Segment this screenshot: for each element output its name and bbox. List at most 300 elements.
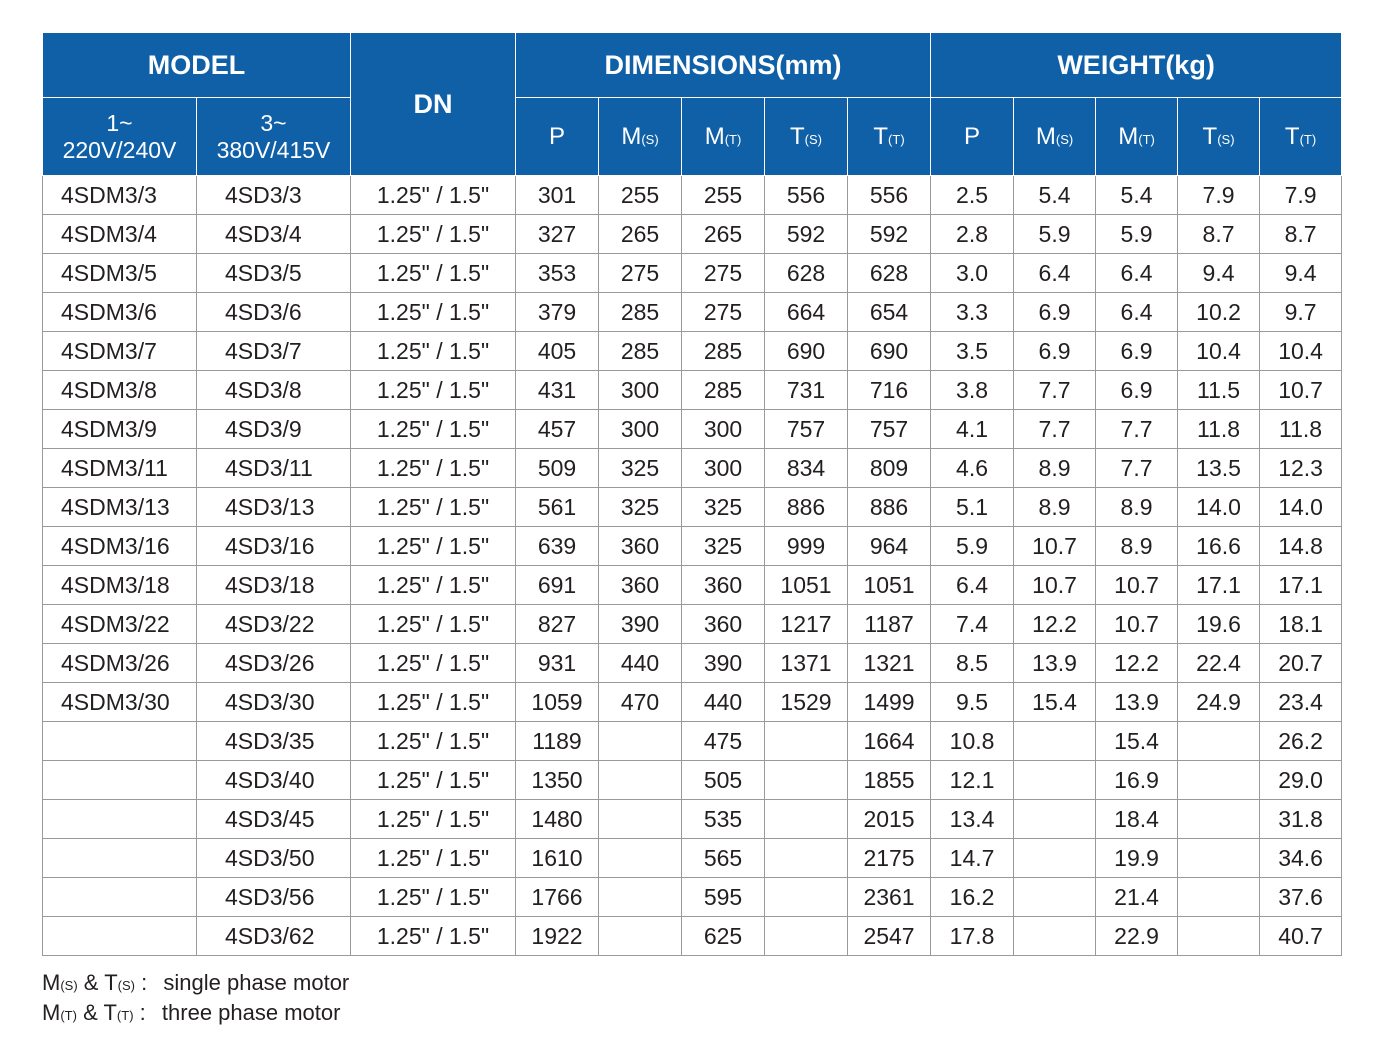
cell-dim-ms: 255	[599, 176, 682, 215]
cell-wt-ms: 6.9	[1014, 293, 1096, 332]
cell-dim-mt: 360	[682, 605, 765, 644]
table-row	[43, 761, 1342, 800]
cell-dim-ms: 275	[599, 254, 682, 293]
cell-wt-ms	[1014, 722, 1096, 761]
cell-dim-mt: 565	[682, 839, 765, 878]
cell-dn: 1.25" / 1.5"	[351, 605, 516, 644]
cell-wt-tt: 9.4	[1260, 254, 1342, 293]
cell-model-single	[43, 761, 197, 800]
cell-dim-tt: 1051	[848, 566, 931, 605]
cell-dim-ts	[765, 917, 848, 956]
cell-dim-mt: 535	[682, 800, 765, 839]
table-row	[43, 605, 1342, 644]
table-row	[43, 800, 1342, 839]
cell-wt-ms: 7.7	[1014, 410, 1096, 449]
cell-wt-ms: 6.9	[1014, 332, 1096, 371]
cell-dim-mt: 255	[682, 176, 765, 215]
cell-dim-ms: 285	[599, 332, 682, 371]
cell-model-three: 4SD3/8	[197, 371, 351, 410]
cell-dim-p: 353	[516, 254, 599, 293]
cell-dn: 1.25" / 1.5"	[351, 371, 516, 410]
cell-dim-ms: 300	[599, 371, 682, 410]
cell-dim-p: 1480	[516, 800, 599, 839]
cell-wt-mt: 19.9	[1096, 839, 1178, 878]
cell-dim-mt: 360	[682, 566, 765, 605]
cell-dim-mt: 475	[682, 722, 765, 761]
table-row	[43, 644, 1342, 683]
cell-dim-tt: 809	[848, 449, 931, 488]
cell-wt-ts	[1178, 917, 1260, 956]
cell-wt-ms: 8.9	[1014, 449, 1096, 488]
header-three-phase-line1: 3~	[260, 109, 287, 136]
cell-wt-p: 6.4	[931, 566, 1014, 605]
cell-dim-tt: 2015	[848, 800, 931, 839]
cell-dim-ms	[599, 800, 682, 839]
cell-dn: 1.25" / 1.5"	[351, 917, 516, 956]
cell-dn: 1.25" / 1.5"	[351, 878, 516, 917]
table-row	[43, 176, 1342, 215]
cell-dim-mt: 285	[682, 371, 765, 410]
cell-dn: 1.25" / 1.5"	[351, 254, 516, 293]
cell-wt-ms	[1014, 761, 1096, 800]
cell-wt-ms: 10.7	[1014, 566, 1096, 605]
cell-wt-p: 14.7	[931, 839, 1014, 878]
cell-model-single: 4SDM3/4	[43, 215, 197, 254]
cell-wt-ms	[1014, 800, 1096, 839]
header-single-phase	[43, 98, 197, 176]
cell-dim-p: 405	[516, 332, 599, 371]
table-row	[43, 683, 1342, 722]
cell-model-single: 4SDM3/22	[43, 605, 197, 644]
cell-dim-ms	[599, 722, 682, 761]
cell-wt-ms: 5.9	[1014, 215, 1096, 254]
cell-dim-p: 509	[516, 449, 599, 488]
cell-dim-ts: 834	[765, 449, 848, 488]
cell-dim-ms	[599, 839, 682, 878]
cell-dim-ms	[599, 761, 682, 800]
cell-dim-tt: 1664	[848, 722, 931, 761]
dim-col-ts: T(S)	[765, 98, 848, 176]
cell-dim-p: 301	[516, 176, 599, 215]
cell-dim-tt: 2361	[848, 878, 931, 917]
cell-wt-mt: 10.7	[1096, 605, 1178, 644]
cell-dim-p: 1189	[516, 722, 599, 761]
cell-dim-tt: 886	[848, 488, 931, 527]
cell-wt-ts: 13.5	[1178, 449, 1260, 488]
cell-model-single: 4SDM3/9	[43, 410, 197, 449]
cell-dim-ms: 360	[599, 527, 682, 566]
cell-wt-ts	[1178, 761, 1260, 800]
cell-dn: 1.25" / 1.5"	[351, 683, 516, 722]
cell-wt-ts: 24.9	[1178, 683, 1260, 722]
cell-wt-tt: 14.0	[1260, 488, 1342, 527]
cell-wt-ts	[1178, 800, 1260, 839]
cell-model-three: 4SD3/22	[197, 605, 351, 644]
cell-wt-ts: 17.1	[1178, 566, 1260, 605]
cell-dim-ms: 360	[599, 566, 682, 605]
cell-wt-ts: 10.4	[1178, 332, 1260, 371]
cell-wt-tt: 34.6	[1260, 839, 1342, 878]
cell-model-three: 4SD3/18	[197, 566, 351, 605]
cell-wt-tt: 29.0	[1260, 761, 1342, 800]
cell-model-single: 4SDM3/6	[43, 293, 197, 332]
wt-col-mt: M(T)	[1096, 98, 1178, 176]
cell-wt-ts: 10.2	[1178, 293, 1260, 332]
cell-dim-p: 1610	[516, 839, 599, 878]
cell-dim-p: 457	[516, 410, 599, 449]
cell-wt-p: 4.6	[931, 449, 1014, 488]
cell-model-single: 4SDM3/26	[43, 644, 197, 683]
cell-wt-p: 7.4	[931, 605, 1014, 644]
cell-model-three: 4SD3/11	[197, 449, 351, 488]
cell-dim-ts: 999	[765, 527, 848, 566]
cell-dim-ms: 285	[599, 293, 682, 332]
cell-dim-p: 691	[516, 566, 599, 605]
cell-dn: 1.25" / 1.5"	[351, 215, 516, 254]
cell-dim-ms: 300	[599, 410, 682, 449]
cell-wt-mt: 16.9	[1096, 761, 1178, 800]
cell-dn: 1.25" / 1.5"	[351, 488, 516, 527]
table-row	[43, 215, 1342, 254]
wt-col-tt: T(T)	[1260, 98, 1342, 176]
cell-wt-p: 10.8	[931, 722, 1014, 761]
cell-dim-p: 639	[516, 527, 599, 566]
cell-dim-ts: 628	[765, 254, 848, 293]
cell-dim-ts: 664	[765, 293, 848, 332]
cell-wt-p: 3.3	[931, 293, 1014, 332]
cell-wt-tt: 17.1	[1260, 566, 1342, 605]
cell-model-three: 4SD3/50	[197, 839, 351, 878]
cell-wt-p: 17.8	[931, 917, 1014, 956]
dim-col-ms: M(S)	[599, 98, 682, 176]
cell-wt-ms: 12.2	[1014, 605, 1096, 644]
cell-dim-p: 1922	[516, 917, 599, 956]
table-row	[43, 449, 1342, 488]
cell-wt-mt: 13.9	[1096, 683, 1178, 722]
table-row	[43, 917, 1342, 956]
cell-wt-ms: 8.9	[1014, 488, 1096, 527]
table-body	[43, 176, 1342, 956]
cell-wt-tt: 37.6	[1260, 878, 1342, 917]
cell-dim-ts: 1371	[765, 644, 848, 683]
cell-model-single	[43, 839, 197, 878]
cell-dim-ts: 757	[765, 410, 848, 449]
cell-wt-mt: 5.4	[1096, 176, 1178, 215]
cell-dn: 1.25" / 1.5"	[351, 566, 516, 605]
cell-wt-ms	[1014, 839, 1096, 878]
cell-wt-tt: 12.3	[1260, 449, 1342, 488]
cell-model-single	[43, 917, 197, 956]
cell-model-three: 4SD3/3	[197, 176, 351, 215]
cell-wt-ts: 11.5	[1178, 371, 1260, 410]
cell-dim-tt: 964	[848, 527, 931, 566]
cell-dim-mt: 625	[682, 917, 765, 956]
cell-model-single: 4SDM3/11	[43, 449, 197, 488]
cell-wt-tt: 23.4	[1260, 683, 1342, 722]
cell-wt-tt: 10.4	[1260, 332, 1342, 371]
cell-wt-ts	[1178, 878, 1260, 917]
cell-wt-p: 8.5	[931, 644, 1014, 683]
cell-dim-tt: 1855	[848, 761, 931, 800]
cell-wt-ts: 7.9	[1178, 176, 1260, 215]
cell-dn: 1.25" / 1.5"	[351, 449, 516, 488]
cell-wt-mt: 7.7	[1096, 410, 1178, 449]
header-single-phase-line1: 1~	[106, 109, 133, 136]
cell-dim-tt: 1187	[848, 605, 931, 644]
header-dimensions: DIMENSIONS(mm)	[516, 33, 931, 98]
spec-table	[42, 32, 1342, 956]
cell-dim-p: 827	[516, 605, 599, 644]
cell-dn: 1.25" / 1.5"	[351, 761, 516, 800]
header-model: MODEL	[43, 33, 351, 98]
table-row	[43, 293, 1342, 332]
cell-wt-mt: 6.4	[1096, 254, 1178, 293]
table-row	[43, 332, 1342, 371]
cell-model-single: 4SDM3/8	[43, 371, 197, 410]
cell-dim-mt: 300	[682, 449, 765, 488]
cell-dim-tt: 757	[848, 410, 931, 449]
cell-model-three: 4SD3/56	[197, 878, 351, 917]
cell-model-three: 4SD3/45	[197, 800, 351, 839]
cell-wt-mt: 12.2	[1096, 644, 1178, 683]
cell-dim-p: 327	[516, 215, 599, 254]
cell-dim-mt: 285	[682, 332, 765, 371]
cell-dim-ms	[599, 878, 682, 917]
cell-dim-ts	[765, 839, 848, 878]
cell-dim-ms: 265	[599, 215, 682, 254]
cell-dim-p: 379	[516, 293, 599, 332]
cell-wt-p: 9.5	[931, 683, 1014, 722]
cell-wt-mt: 7.7	[1096, 449, 1178, 488]
cell-wt-ts: 14.0	[1178, 488, 1260, 527]
cell-wt-mt: 6.9	[1096, 371, 1178, 410]
cell-dim-ts: 556	[765, 176, 848, 215]
cell-dn: 1.25" / 1.5"	[351, 293, 516, 332]
cell-wt-ts: 16.6	[1178, 527, 1260, 566]
cell-dim-mt: 325	[682, 488, 765, 527]
cell-wt-mt: 18.4	[1096, 800, 1178, 839]
header-weight: WEIGHT(kg)	[931, 33, 1342, 98]
cell-dim-tt: 2547	[848, 917, 931, 956]
cell-dim-tt: 556	[848, 176, 931, 215]
cell-dim-p: 1059	[516, 683, 599, 722]
cell-dim-ts: 690	[765, 332, 848, 371]
cell-model-three: 4SD3/40	[197, 761, 351, 800]
cell-dim-p: 1766	[516, 878, 599, 917]
cell-dim-p: 431	[516, 371, 599, 410]
cell-dim-ts	[765, 800, 848, 839]
table-row	[43, 371, 1342, 410]
cell-wt-ts: 11.8	[1178, 410, 1260, 449]
cell-wt-p: 12.1	[931, 761, 1014, 800]
cell-wt-ms	[1014, 878, 1096, 917]
table-row	[43, 488, 1342, 527]
cell-dim-ts: 886	[765, 488, 848, 527]
cell-dim-ms: 440	[599, 644, 682, 683]
cell-wt-tt: 20.7	[1260, 644, 1342, 683]
legend-notes	[42, 969, 349, 1029]
cell-model-three: 4SD3/5	[197, 254, 351, 293]
cell-model-three: 4SD3/4	[197, 215, 351, 254]
cell-wt-ms: 5.4	[1014, 176, 1096, 215]
cell-model-three: 4SD3/35	[197, 722, 351, 761]
cell-wt-ts	[1178, 722, 1260, 761]
cell-wt-ts: 8.7	[1178, 215, 1260, 254]
cell-model-three: 4SD3/62	[197, 917, 351, 956]
cell-model-single: 4SDM3/7	[43, 332, 197, 371]
cell-model-three: 4SD3/30	[197, 683, 351, 722]
table-row	[43, 410, 1342, 449]
cell-dim-tt: 654	[848, 293, 931, 332]
cell-model-three: 4SD3/7	[197, 332, 351, 371]
cell-wt-p: 13.4	[931, 800, 1014, 839]
header-dn: DN	[351, 33, 516, 176]
cell-wt-mt: 15.4	[1096, 722, 1178, 761]
cell-dn: 1.25" / 1.5"	[351, 176, 516, 215]
cell-wt-mt: 5.9	[1096, 215, 1178, 254]
cell-wt-mt: 6.9	[1096, 332, 1178, 371]
cell-dim-mt: 390	[682, 644, 765, 683]
cell-dim-tt: 1321	[848, 644, 931, 683]
cell-dim-ts: 1217	[765, 605, 848, 644]
table-row	[43, 566, 1342, 605]
cell-model-single	[43, 878, 197, 917]
cell-model-three: 4SD3/9	[197, 410, 351, 449]
cell-dim-mt: 265	[682, 215, 765, 254]
cell-model-single: 4SDM3/3	[43, 176, 197, 215]
cell-model-single: 4SDM3/16	[43, 527, 197, 566]
cell-wt-mt: 8.9	[1096, 527, 1178, 566]
cell-model-single: 4SDM3/5	[43, 254, 197, 293]
cell-dim-tt: 690	[848, 332, 931, 371]
cell-wt-p: 4.1	[931, 410, 1014, 449]
cell-wt-tt: 40.7	[1260, 917, 1342, 956]
cell-model-single	[43, 800, 197, 839]
cell-dim-ts: 592	[765, 215, 848, 254]
table-row	[43, 527, 1342, 566]
cell-dim-ms: 325	[599, 449, 682, 488]
cell-wt-ms: 13.9	[1014, 644, 1096, 683]
cell-wt-tt: 11.8	[1260, 410, 1342, 449]
cell-model-single: 4SDM3/18	[43, 566, 197, 605]
cell-wt-ms: 7.7	[1014, 371, 1096, 410]
cell-dim-p: 1350	[516, 761, 599, 800]
table-row	[43, 878, 1342, 917]
cell-wt-tt: 14.8	[1260, 527, 1342, 566]
header-single-phase-line2: 220V/240V	[62, 136, 177, 163]
cell-dn: 1.25" / 1.5"	[351, 644, 516, 683]
cell-model-three: 4SD3/13	[197, 488, 351, 527]
table-row	[43, 722, 1342, 761]
cell-wt-ts: 19.6	[1178, 605, 1260, 644]
cell-wt-ts	[1178, 839, 1260, 878]
cell-wt-p: 5.1	[931, 488, 1014, 527]
cell-wt-p: 3.0	[931, 254, 1014, 293]
header-three-phase-line2: 380V/415V	[216, 136, 331, 163]
cell-wt-tt: 8.7	[1260, 215, 1342, 254]
cell-wt-tt: 18.1	[1260, 605, 1342, 644]
cell-wt-mt: 21.4	[1096, 878, 1178, 917]
cell-model-three: 4SD3/16	[197, 527, 351, 566]
cell-dn: 1.25" / 1.5"	[351, 800, 516, 839]
cell-dim-tt: 716	[848, 371, 931, 410]
header-three-phase	[197, 98, 351, 176]
cell-model-single: 4SDM3/30	[43, 683, 197, 722]
cell-wt-mt: 8.9	[1096, 488, 1178, 527]
cell-wt-p: 3.5	[931, 332, 1014, 371]
cell-dim-ts	[765, 878, 848, 917]
cell-wt-p: 2.8	[931, 215, 1014, 254]
cell-dn: 1.25" / 1.5"	[351, 332, 516, 371]
cell-wt-p: 2.5	[931, 176, 1014, 215]
cell-dim-p: 931	[516, 644, 599, 683]
cell-wt-ts: 22.4	[1178, 644, 1260, 683]
dim-col-tt: T(T)	[848, 98, 931, 176]
cell-wt-p: 16.2	[931, 878, 1014, 917]
cell-dim-ts	[765, 722, 848, 761]
wt-col-p: P	[931, 98, 1014, 176]
cell-dim-mt: 275	[682, 254, 765, 293]
cell-wt-tt: 7.9	[1260, 176, 1342, 215]
dim-col-p: P	[516, 98, 599, 176]
cell-model-three: 4SD3/26	[197, 644, 351, 683]
cell-dim-mt: 325	[682, 527, 765, 566]
cell-dim-tt: 628	[848, 254, 931, 293]
cell-dim-tt: 1499	[848, 683, 931, 722]
table-row	[43, 254, 1342, 293]
cell-dim-mt: 275	[682, 293, 765, 332]
table-header	[43, 33, 1342, 176]
cell-model-single: 4SDM3/13	[43, 488, 197, 527]
cell-dim-tt: 592	[848, 215, 931, 254]
cell-wt-ms: 6.4	[1014, 254, 1096, 293]
cell-dim-tt: 2175	[848, 839, 931, 878]
wt-col-ts: T(S)	[1178, 98, 1260, 176]
cell-dim-ms	[599, 917, 682, 956]
cell-wt-tt: 9.7	[1260, 293, 1342, 332]
cell-dim-ms: 325	[599, 488, 682, 527]
cell-wt-mt: 6.4	[1096, 293, 1178, 332]
wt-col-ms: M(S)	[1014, 98, 1096, 176]
cell-dn: 1.25" / 1.5"	[351, 839, 516, 878]
dim-col-mt: M(T)	[682, 98, 765, 176]
cell-dim-mt: 300	[682, 410, 765, 449]
cell-wt-ms: 15.4	[1014, 683, 1096, 722]
cell-wt-mt: 10.7	[1096, 566, 1178, 605]
cell-dim-ts: 1051	[765, 566, 848, 605]
cell-dim-ms: 390	[599, 605, 682, 644]
cell-dim-mt: 440	[682, 683, 765, 722]
cell-wt-p: 3.8	[931, 371, 1014, 410]
cell-model-three: 4SD3/6	[197, 293, 351, 332]
cell-wt-ms	[1014, 917, 1096, 956]
cell-dn: 1.25" / 1.5"	[351, 527, 516, 566]
cell-dn: 1.25" / 1.5"	[351, 722, 516, 761]
table-row	[43, 839, 1342, 878]
cell-model-single	[43, 722, 197, 761]
cell-wt-mt: 22.9	[1096, 917, 1178, 956]
cell-dim-mt: 595	[682, 878, 765, 917]
note-single-phase: M(S) & T(S) : single phase motor	[42, 970, 350, 995]
cell-dim-ts	[765, 761, 848, 800]
cell-wt-tt: 31.8	[1260, 800, 1342, 839]
cell-dim-mt: 505	[682, 761, 765, 800]
note-three-phase: M(T) & T(T) : three phase motor	[42, 1000, 341, 1025]
cell-wt-p: 5.9	[931, 527, 1014, 566]
cell-wt-ts: 9.4	[1178, 254, 1260, 293]
cell-dim-ts: 1529	[765, 683, 848, 722]
cell-dim-p: 561	[516, 488, 599, 527]
